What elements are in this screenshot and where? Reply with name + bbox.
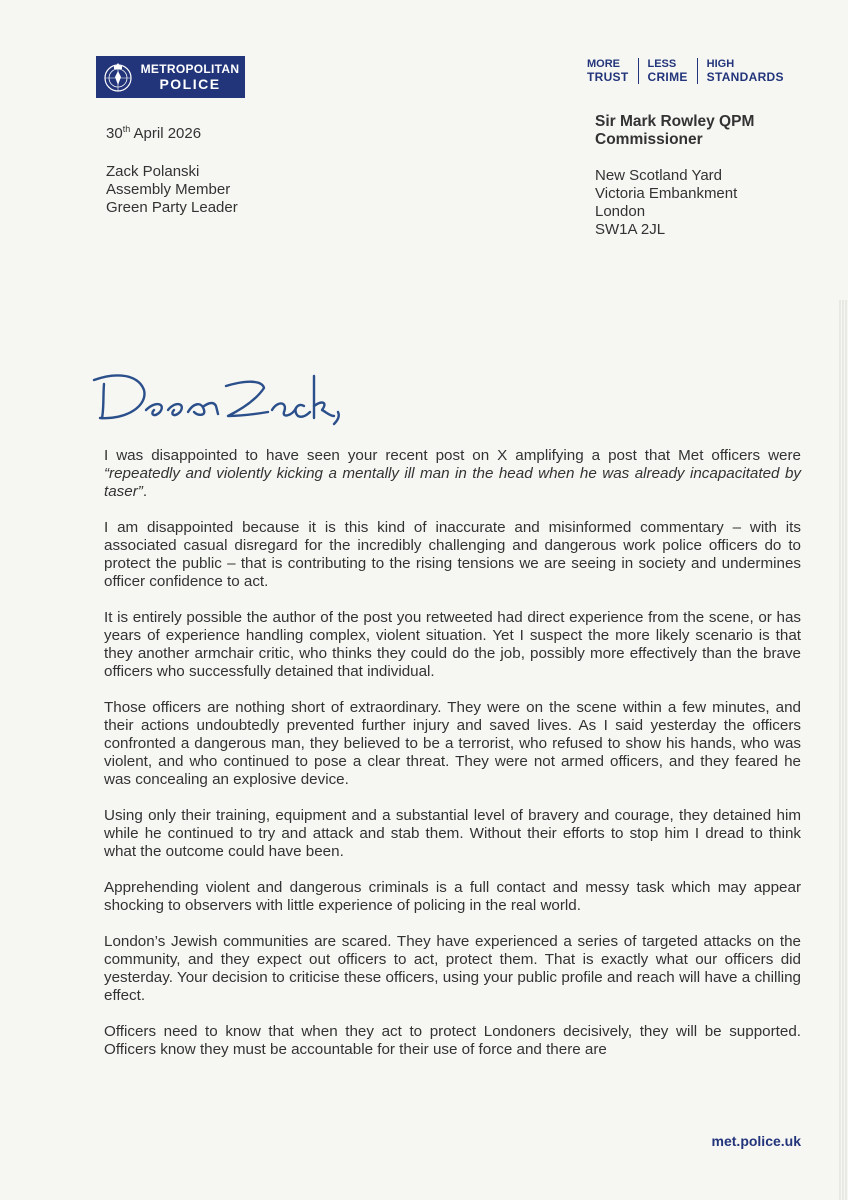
date-rest: April 2026 <box>130 125 202 142</box>
crest-icon <box>101 60 135 94</box>
tagline-small: MORE <box>587 58 620 70</box>
paragraph: Officers need to know that when they act to protect Londoners decisively, they will be supported. Officers know they must be accountable for their use of force and there are <box>104 1023 801 1058</box>
recipient-name: Zack Polanski <box>106 163 200 180</box>
tagline-big: TRUST <box>587 70 629 84</box>
recipient-block <box>106 120 238 217</box>
met-police-logo <box>96 56 245 98</box>
letter-body <box>104 447 801 1077</box>
sender-address <box>595 167 754 239</box>
date-day: 30 <box>106 125 123 142</box>
logo-line1: METROPOLITAN <box>140 62 240 76</box>
paragraph-text: I was disappointed to have seen your recent post on X amplifying a post that Met officers were <box>104 447 801 464</box>
paragraph: Those officers are nothing short of extraordinary. They were on the scene within a few minutes, and their actions undoubtedly prevented further injury and saved lives. As I said yesterday the officers confronted a dangerous man, they believed to be a terrorist, who refused to show his hands, who was violent, and who continued to pose a clear threat. They were not armed officers, and they feared he was concealing an explosive device. <box>104 699 801 788</box>
tagline <box>587 58 793 84</box>
logo-line2: POLICE <box>159 76 221 92</box>
tagline-small: HIGH <box>706 58 735 70</box>
address-line: New Scotland Yard <box>595 167 723 184</box>
tagline-big: STANDARDS <box>706 70 784 84</box>
tagline-item <box>638 58 697 84</box>
date-suffix: th <box>122 124 131 134</box>
tagline-item <box>697 58 793 84</box>
sender-block <box>595 113 754 239</box>
footer-url: met.police.uk <box>711 1133 801 1149</box>
address-line: SW1A 2JL <box>595 221 666 238</box>
recipient-party: Green Party Leader <box>106 199 238 216</box>
paragraph: I am disappointed because it is this kind of inaccurate and misinformed commentary – with its associated casual disregard for the incredibly challenging and dangerous work police officers do to protect the public – that is contributing to the rising tensions we are seeing in society and undermines officer confidence to act. <box>104 519 801 590</box>
recipient-role: Assembly Member <box>106 181 231 198</box>
paragraph <box>104 447 801 501</box>
address-line: London <box>595 203 646 220</box>
sender-title: Commissioner <box>595 131 703 148</box>
paragraph: London’s Jewish communities are scared. They have experienced a series of targeted attacks on the community, and they expect out officers to act, protect them. That is exactly what our officers did yesterday. Your decision to criticise these officers, using your public profile and reach will have a chilling effect. <box>104 933 801 1004</box>
tagline-big: CRIME <box>647 70 688 84</box>
sender-name: Sir Mark Rowley QPM <box>595 113 755 130</box>
quoted-text: “repeatedly and violently kicking a mentally ill man in the head when he was already incapacitated by taser” <box>104 465 801 500</box>
letter-date <box>106 120 238 143</box>
paragraph: It is entirely possible the author of the post you retweeted had direct experience from the scene, or has years of experience handling complex, violent situation. Yet I suspect the more likely scenario is that they another armchair critic, who thinks they could do the job, possibly more effectively than the brave officers who successfully detained that individual. <box>104 609 801 680</box>
paragraph-text: . <box>142 483 148 500</box>
tagline-small: LESS <box>647 58 677 70</box>
paragraph: Apprehending violent and dangerous criminals is a full contact and messy task which may appear shocking to observers with little experience of policing in the real world. <box>104 879 801 914</box>
handwritten-salutation <box>86 366 346 436</box>
address-line: Victoria Embankment <box>595 185 738 202</box>
logo-wordmark <box>135 62 245 92</box>
paragraph: Using only their training, equipment and a substantial level of bravery and courage, they detained him while he continued to try and attack and stab them. Without their efforts to stop him I dread to think what the outcome could have been. <box>104 807 801 860</box>
scan-edge-decoration <box>838 300 848 1200</box>
tagline-item <box>587 58 638 84</box>
